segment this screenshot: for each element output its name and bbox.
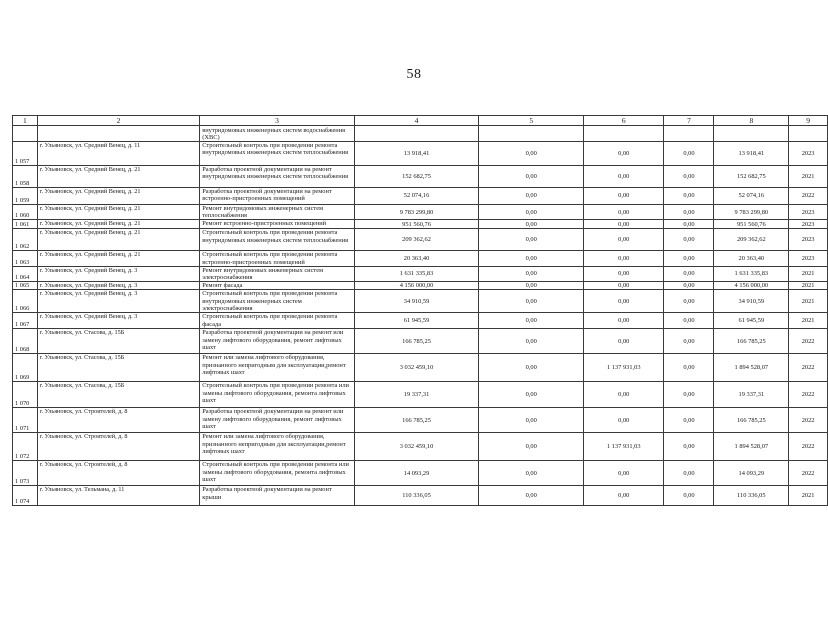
amount-total: 20 363,40	[354, 251, 479, 266]
amount-col8: 19 337,31	[714, 382, 789, 408]
amount-col5: 0,00	[479, 408, 584, 433]
amount-col6: 0,00	[584, 266, 664, 281]
row-number: 1 074	[13, 486, 38, 506]
amount-total: 52 074,16	[354, 188, 479, 205]
amount-col5: 0,00	[479, 205, 584, 220]
table-row	[13, 142, 828, 166]
year-cell: 2021	[789, 486, 828, 506]
year-cell: 2022	[789, 408, 828, 433]
amount-col7: 0,00	[664, 433, 714, 461]
amount-total: 166 785,25	[354, 408, 479, 433]
row-number: 1 065	[13, 282, 38, 290]
work-description: Ремонт фасада	[200, 282, 354, 290]
work-description: Строительный контроль при проведении ремонта внутридомовых инженерных систем электроснабжения	[200, 290, 354, 313]
amount-col7: 0,00	[664, 166, 714, 188]
work-description: Строительный контроль при проведении ремонта или замены лифтового оборудования, ремонта лифтовых шахт	[200, 382, 354, 408]
amount-total: 3 032 459,10	[354, 354, 479, 382]
amount-total: 34 910,59	[354, 290, 479, 313]
address-cell: г. Ульяновск, ул. Стасова, д. 15Б	[37, 354, 200, 382]
year-cell: 2023	[789, 205, 828, 220]
work-description: Разработка проектной документации на ремонт крыши	[200, 486, 354, 506]
address-cell: г. Ульяновск, ул. Средний Венец, д. 21	[37, 251, 200, 266]
amount-col7: 0,00	[664, 329, 714, 354]
row-number: 1 063	[13, 251, 38, 266]
amount-col5: 0,00	[479, 382, 584, 408]
row-number: 1 070	[13, 382, 38, 408]
amount-col7: 0,00	[664, 266, 714, 281]
amount-col5: 0,00	[479, 166, 584, 188]
amount-total: 1 631 335,83	[354, 266, 479, 281]
amount-col5: 0,00	[479, 229, 584, 251]
work-description: Ремонт или замена лифтового оборудования, признанного непригодным для эксплуатации,ремонт лифтовых шахт	[200, 433, 354, 461]
work-description: Строительный контроль при проведении ремонта внутридомовых инженерных систем теплоснабжения	[200, 229, 354, 251]
table-row	[13, 313, 828, 329]
column-header: 9	[789, 116, 828, 126]
continuation-row	[13, 126, 828, 142]
year-cell: 2022	[789, 354, 828, 382]
address-cell: г. Ульяновск, ул. Средний Венец, д. 21	[37, 220, 200, 229]
row-number: 1 057	[13, 142, 38, 166]
year-cell: 2022	[789, 433, 828, 461]
amount-col8: 1 631 335,83	[714, 266, 789, 281]
row-number: 1 072	[13, 433, 38, 461]
amount-total: 19 337,31	[354, 382, 479, 408]
year-cell: 2021	[789, 282, 828, 290]
amount-col6: 0,00	[584, 188, 664, 205]
amount-col8: 152 682,75	[714, 166, 789, 188]
table-row	[13, 382, 828, 408]
amount-col7: 0,00	[664, 354, 714, 382]
address-cell: г. Ульяновск, ул. Средний Венец, д. 3	[37, 266, 200, 281]
address-cell: г. Ульяновск, ул. Средний Венец, д. 3	[37, 282, 200, 290]
address-cell: г. Ульяновск, ул. Тельмана, д. 11	[37, 486, 200, 506]
column-header: 3	[200, 116, 354, 126]
amount-col7: 0,00	[664, 251, 714, 266]
amount-col7: 0,00	[664, 220, 714, 229]
amount-col6: 0,00	[584, 329, 664, 354]
amount-col6: 1 137 931,03	[584, 433, 664, 461]
amount-col6: 0,00	[584, 408, 664, 433]
amount-col8: 4 156 000,00	[714, 282, 789, 290]
year-cell: 2021	[789, 266, 828, 281]
amount-total: 13 918,41	[354, 142, 479, 166]
header-row	[13, 116, 828, 126]
table-row	[13, 461, 828, 486]
amount-total: 4 156 000,00	[354, 282, 479, 290]
amount-col6: 1 137 931,03	[584, 354, 664, 382]
amount-col8: 61 945,59	[714, 313, 789, 329]
amount-col5: 0,00	[479, 354, 584, 382]
amount-col8: 1 894 528,07	[714, 433, 789, 461]
address-cell: г. Ульяновск, ул. Строителей, д. 8	[37, 433, 200, 461]
row-number: 1 069	[13, 354, 38, 382]
table-row	[13, 433, 828, 461]
amount-total: 3 032 459,10	[354, 433, 479, 461]
amount-col6: 0,00	[584, 142, 664, 166]
year-cell: 2022	[789, 329, 828, 354]
year-cell: 2022	[789, 188, 828, 205]
address-cell: г. Ульяновск, ул. Средний Венец, д. 21	[37, 188, 200, 205]
amount-total: 209 362,62	[354, 229, 479, 251]
amount-col5: 0,00	[479, 251, 584, 266]
amount-total: 61 945,59	[354, 313, 479, 329]
amount-col6: 0,00	[584, 229, 664, 251]
address-cell: г. Ульяновск, ул. Средний Венец, д. 3	[37, 290, 200, 313]
year-cell: 2022	[789, 461, 828, 486]
amount-col7: 0,00	[664, 229, 714, 251]
work-description: Ремонт или замена лифтового оборудования, признанного непригодным для эксплуатации,ремонт лифтовых шахт	[200, 354, 354, 382]
address-cell: г. Ульяновск, ул. Стасова, д. 15Б	[37, 382, 200, 408]
amount-total: 14 093,29	[354, 461, 479, 486]
row-number: 1 066	[13, 290, 38, 313]
amount-total: 951 560,76	[354, 220, 479, 229]
amount-col6: 0,00	[584, 486, 664, 506]
row-number: 1 064	[13, 266, 38, 281]
table-row	[13, 408, 828, 433]
table-row	[13, 282, 828, 290]
table-row	[13, 266, 828, 281]
amount-total: 166 785,25	[354, 329, 479, 354]
row-number: 1 060	[13, 205, 38, 220]
amount-col8: 110 336,05	[714, 486, 789, 506]
table-row	[13, 251, 828, 266]
amount-col7: 0,00	[664, 461, 714, 486]
row-number: 1 062	[13, 229, 38, 251]
work-description: Ремонт внутридомовых инженерных систем электроснабжения	[200, 266, 354, 281]
amount-col7: 0,00	[664, 188, 714, 205]
amount-col5: 0,00	[479, 142, 584, 166]
amount-col6: 0,00	[584, 290, 664, 313]
amount-col5: 0,00	[479, 220, 584, 229]
row-number: 1 073	[13, 461, 38, 486]
address-cell: г. Ульяновск, ул. Средний Венец, д. 21	[37, 205, 200, 220]
amount-total: 9 783 299,80	[354, 205, 479, 220]
column-header: 1	[13, 116, 38, 126]
amount-col8: 1 894 528,07	[714, 354, 789, 382]
table-row	[13, 290, 828, 313]
amount-col8: 52 074,16	[714, 188, 789, 205]
table-row	[13, 229, 828, 251]
row-number: 1 068	[13, 329, 38, 354]
amount-col7: 0,00	[664, 282, 714, 290]
amount-col6: 0,00	[584, 382, 664, 408]
amount-col8: 166 785,25	[714, 408, 789, 433]
amount-col7: 0,00	[664, 408, 714, 433]
amount-col7: 0,00	[664, 382, 714, 408]
amount-col5: 0,00	[479, 188, 584, 205]
year-cell: 2023	[789, 251, 828, 266]
amount-col6: 0,00	[584, 220, 664, 229]
amount-col8: 209 362,62	[714, 229, 789, 251]
column-header: 5	[479, 116, 584, 126]
year-cell: 2023	[789, 142, 828, 166]
table-row	[13, 205, 828, 220]
amount-col7: 0,00	[664, 290, 714, 313]
amount-col6: 0,00	[584, 461, 664, 486]
amount-col5: 0,00	[479, 266, 584, 281]
address-cell: г. Ульяновск, ул. Средний Венец, д. 21	[37, 229, 200, 251]
work-description: Разработка проектной документации на ремонт внутридомовых инженерных систем теплоснабжения	[200, 166, 354, 188]
amount-col5: 0,00	[479, 282, 584, 290]
column-header: 2	[37, 116, 200, 126]
amount-col7: 0,00	[664, 313, 714, 329]
table-row	[13, 220, 828, 229]
amount-col8: 166 785,25	[714, 329, 789, 354]
amount-col6: 0,00	[584, 282, 664, 290]
address-cell: г. Ульяновск, ул. Стасова, д. 15Б	[37, 329, 200, 354]
amount-col6: 0,00	[584, 205, 664, 220]
work-description: Строительный контроль при проведении ремонта внутридомовых инженерных систем теплоснабжения	[200, 142, 354, 166]
amount-col5: 0,00	[479, 290, 584, 313]
amount-col6: 0,00	[584, 313, 664, 329]
row-number: 1 061	[13, 220, 38, 229]
table-row	[13, 486, 828, 506]
page-number: 58	[406, 67, 422, 82]
work-description: Ремонт внутридомовых инженерных систем теплоснабжения	[200, 205, 354, 220]
year-cell: 2023	[789, 220, 828, 229]
table-row	[13, 329, 828, 354]
column-header: 8	[714, 116, 789, 126]
table-row	[13, 166, 828, 188]
year-cell: 2022	[789, 382, 828, 408]
row-number: 1 071	[13, 408, 38, 433]
amount-col5: 0,00	[479, 461, 584, 486]
amount-col8: 34 910,59	[714, 290, 789, 313]
table-row	[13, 354, 828, 382]
work-description: Ремонт встроенно-пристроенных помещений	[200, 220, 354, 229]
work-schedule-table	[12, 115, 828, 506]
address-cell: г. Ульяновск, ул. Строителей, д. 8	[37, 408, 200, 433]
work-description: Строительный контроль при проведении ремонта или замены лифтового оборудования, ремонта лифтовых шахт	[200, 461, 354, 486]
row-number: 1 058	[13, 166, 38, 188]
amount-col8: 9 783 299,80	[714, 205, 789, 220]
amount-col6: 0,00	[584, 251, 664, 266]
amount-col6: 0,00	[584, 166, 664, 188]
column-header: 7	[664, 116, 714, 126]
amount-col5: 0,00	[479, 433, 584, 461]
column-header: 6	[584, 116, 664, 126]
amount-col7: 0,00	[664, 205, 714, 220]
year-cell: 2021	[789, 313, 828, 329]
work-description: Разработка проектной документации на ремонт встроенно-пристроенных помещений	[200, 188, 354, 205]
table-row	[13, 188, 828, 205]
work-description: Разработка проектной документации на ремонт или замену лифтового оборудования, ремонт лифтовых шахт	[200, 408, 354, 433]
amount-total: 152 682,75	[354, 166, 479, 188]
amount-col8: 951 560,76	[714, 220, 789, 229]
amount-col5: 0,00	[479, 329, 584, 354]
address-cell: г. Ульяновск, ул. Средний Венец, д. 3	[37, 313, 200, 329]
column-header: 4	[354, 116, 479, 126]
work-description: Строительный контроль при проведении ремонта встроенно-пристроенных помещений	[200, 251, 354, 266]
row-number: 1 059	[13, 188, 38, 205]
amount-col7: 0,00	[664, 486, 714, 506]
work-description: Строительный контроль при проведении ремонта фасада	[200, 313, 354, 329]
amount-col5: 0,00	[479, 313, 584, 329]
year-cell: 2021	[789, 166, 828, 188]
amount-total: 110 336,05	[354, 486, 479, 506]
year-cell: 2021	[789, 290, 828, 313]
amount-col8: 14 093,29	[714, 461, 789, 486]
address-cell: г. Ульяновск, ул. Средний Венец, д. 21	[37, 166, 200, 188]
amount-col8: 13 918,41	[714, 142, 789, 166]
year-cell: 2023	[789, 229, 828, 251]
row-number: 1 067	[13, 313, 38, 329]
amount-col7: 0,00	[664, 142, 714, 166]
amount-col5: 0,00	[479, 486, 584, 506]
continuation-text: внутридомовых инженерных систем водоснабжения (ХВС)	[200, 126, 354, 142]
amount-col8: 20 363,40	[714, 251, 789, 266]
work-description: Разработка проектной документации на ремонт или замену лифтового оборудования, ремонт лифтовых шахт	[200, 329, 354, 354]
address-cell: г. Ульяновск, ул. Средний Венец, д. 11	[37, 142, 200, 166]
address-cell: г. Ульяновск, ул. Строителей, д. 8	[37, 461, 200, 486]
